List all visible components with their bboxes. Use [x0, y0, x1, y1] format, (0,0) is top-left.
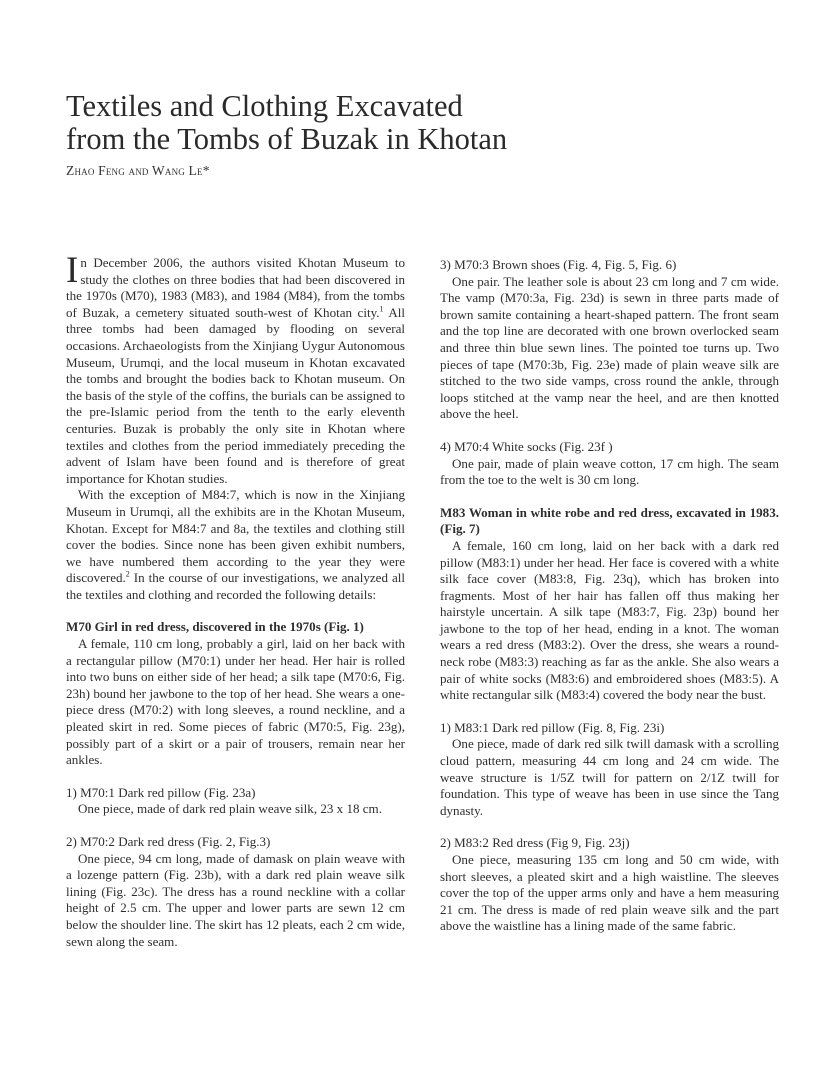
- item-heading-m70-4: 4) M70:4 White socks (Fig. 23f ): [440, 438, 613, 454]
- item-heading-m70-3: 3) M70:3 Brown shoes (Fig. 4, Fig. 5, Fig. 6): [440, 257, 677, 272]
- section-body-m83: A female, 160 cm long, laid on her back with a dark red pillow (M83:1) under her head. Her face is covered with a white silk face cover (M83:8, Fig. 23q), which has broken into fragments. Most of her hair has fallen off thus making her hairstyle uncertain. A silk tape (M83:7, Fig. 23p) bound her jawbone to the top of her head, ending in a knot. The woman wears a red dress (M83:2). Over the dress, she wears a round-neck robe (M83:3) reaching as far as the ankle. She also wears a pair of white socks (M83:6) and embroidered shoes (M83:5). A white rectangular silk (M83:4) covered the body near the bust.: [440, 537, 779, 703]
- item-body-m70-3: One pair. The leather sole is about 23 cm long and 7 cm wide. The vamp (M70:3a, Fig. 23d) is sewn in three parts made of brown samite containing a heart-shaped pattern. The front seam and the top line are decorated with one brown overlocked seam and three thin blue sewn lines. The pointed toe turns up. Two pieces of tape (M70:3b, Fig. 23e) made of plain weave silk are stitched to the two side vamps, cross round the ankle, through loops stitched at the vamp near the heel, and are then knotted above the heel.: [440, 273, 779, 422]
- title-line-2: from the Tombs of Buzak in Khotan: [66, 122, 508, 156]
- intro-paragraph-2-text: With the exception of M84:7, which is now in the Xinjiang Museum in Urumqi, all the exhibits are in the Khotan Museum, Khotan. Except for M84:7 and 8a, the textiles and clothing still cover the bodies. Since none has been given exhibit numbers, we have numbered them according to the year they were discovered.: [66, 487, 405, 586]
- item-body-m70-1: One piece, made of dark red plain weave silk, 23 x 18 cm.: [78, 801, 382, 817]
- item-heading-m70-2: 2) M70:2 Dark red dress (Fig. 2, Fig.3): [66, 834, 271, 849]
- section-heading-m70: M70 Girl in red dress, discovered in the 1970s (Fig. 1): [66, 619, 364, 635]
- drop-cap: I: [66, 250, 79, 291]
- title-line-1: Textiles and Clothing Excavated: [66, 89, 463, 123]
- section-body-m70: A female, 110 cm long, probably a girl, laid on her back with a rectangular pillow (M70:1) under her head. Her hair is rolled into two buns on either side of her head; a silk tape (M70:6, Fig. 23h) bound her jawbone to the top of her head. She wears a one-piece dress (M70:2) with long sleeves, a round neckline, and a pleated skirt in red. Some pieces of fabric (M70:5, Fig. 23g), possibly part of a skirt or a pair of trousers, remain near her ankles.: [66, 636, 405, 768]
- footnote-ref-1[interactable]: 1: [379, 304, 384, 314]
- footnote-ref-2[interactable]: 2: [125, 569, 130, 579]
- right-column: [440, 257, 779, 935]
- item-body-m83-2: One piece, measuring 135 cm long and 50 cm wide, with short sleeves, a pleated skirt and a high waistline. The sleeves cover the top of the upper arms only and have a hem measuring 21 cm. The dress is made of red plain weave silk and the part above the waistline has a lining made of the same fabric.: [440, 852, 779, 934]
- item-heading-m83-1: 1) M83:1 Dark red pillow (Fig. 8, Fig. 23i): [440, 719, 665, 735]
- authors-byline: Zhao Feng and Wang Le*: [66, 163, 210, 178]
- item-body-m70-2: One piece, 94 cm long, made of damask on plain weave with a lozenge pattern (Fig. 23b), with a dark red plain weave silk lining (Fig. 23c). The dress has a round neckline with a collar height of 2.5 cm. The upper and lower parts are sewn 12 cm below the shoulder line. The skirt has 12 pleats, each 2 cm wide, sewn along the seam.: [66, 850, 405, 949]
- item-heading-m70-1: 1) M70:1 Dark red pillow (Fig. 23a): [66, 784, 256, 800]
- intro-paragraph-2-cont: In the course of our investigations, we analyzed all the textiles and clothing and recorded the following details:: [66, 570, 405, 602]
- section-heading-m83: M83 Woman in white robe and red dress, excavated in 1983. (Fig. 7): [440, 504, 779, 537]
- article-title: [66, 90, 786, 156]
- intro-paragraph-2: [66, 487, 405, 603]
- intro-paragraph-1-text: n December 2006, the authors visited Khotan Museum to study the clothes on three bodies that had been discovered in the 1970s (M70), 1983 (M83), and 1984 (M84), from the tombs of Buzak, a cemetery situated south-west of Khotan city.: [66, 255, 405, 320]
- intro-paragraph-1-cont: All three tombs had been damaged by flooding on several occasions. Archaeologists from the Xinjiang Uygur Autonomous Museum, Urumqi, and the local museum in Khotan excavated the tombs and brought the bodies back to Khotan museum. On the basis of the style of the coffins, the burials can be assigned to the pre-Islamic period from the tenth to the early eleventh centuries. Buzak is probably the only site in Khotan where textiles and clothes from the period immediately preceding the advent of Islam have been found and is therefore of great importance for Khotan studies.: [66, 304, 405, 486]
- left-column: [66, 250, 405, 950]
- item-body-m70-4: One pair, made of plain weave cotton, 17 cm high. The seam from the toe to the welt is 30 cm long.: [440, 455, 779, 488]
- item-heading-m83-2: 2) M83:2 Red dress (Fig 9, Fig. 23j): [440, 835, 630, 851]
- item-body-m83-1: One piece, made of dark red silk twill damask with a scrolling cloud pattern, measuring 44 cm long and 24 cm wide. The weave structure is 1/5Z twill for pattern on 2/1Z twill for foundation. This type of weave has been in use since the Tang dynasty.: [440, 736, 779, 818]
- intro-paragraph-1: [66, 250, 405, 487]
